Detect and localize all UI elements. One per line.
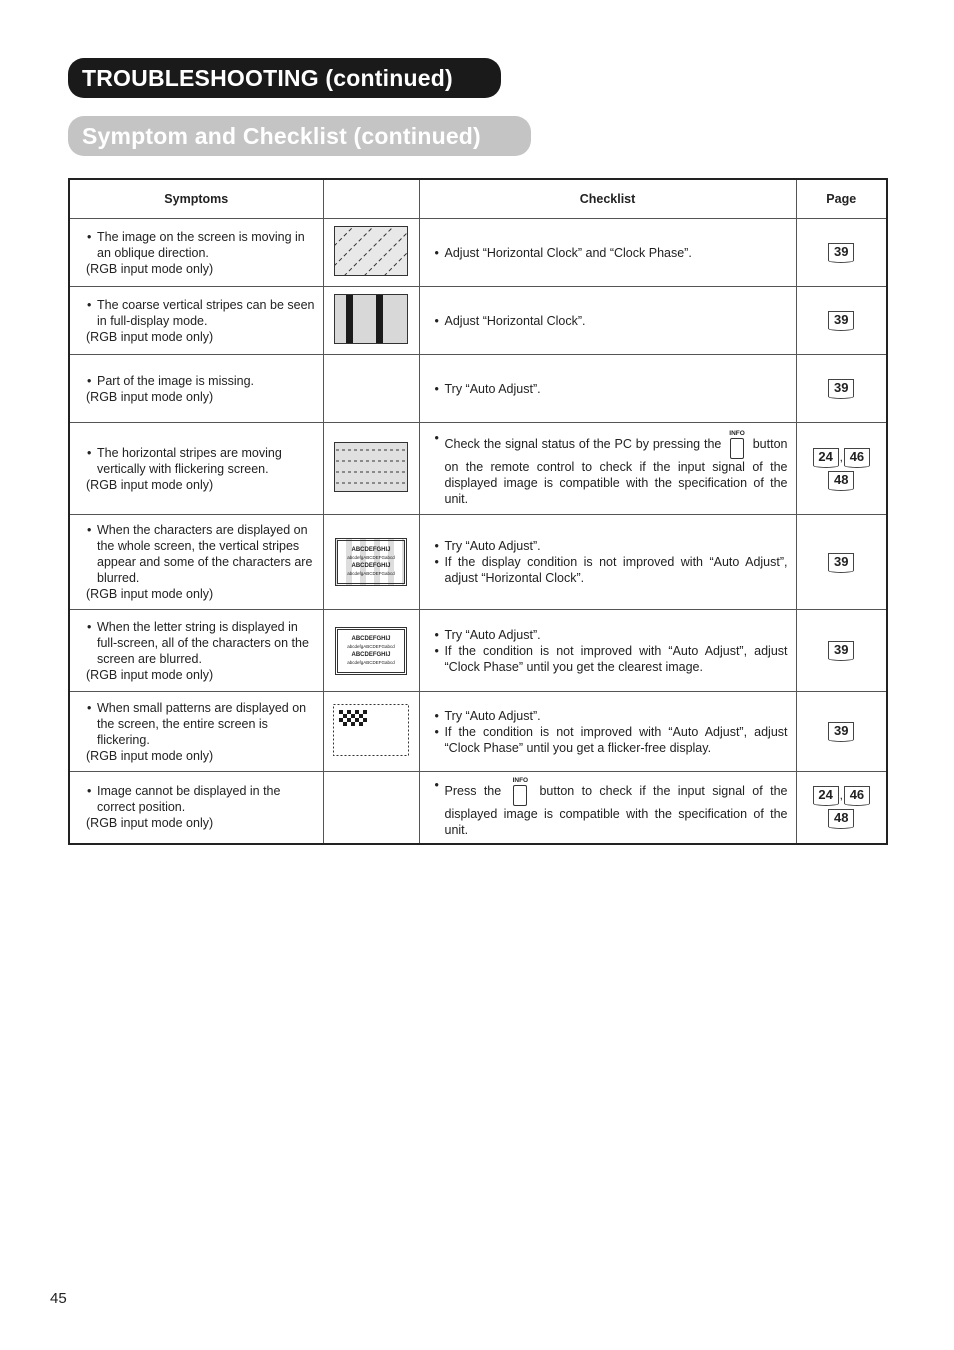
page-reference-icon: 24 (813, 786, 839, 802)
checklist-cell: • Check the signal status of the PC by pressing the INFO button on the remote control to check if the input signal of the displayed image is compatible with the specification of the unit. (419, 423, 796, 515)
page-cell (796, 610, 887, 692)
illustration-cell (323, 772, 419, 844)
page-reference-icon: 39 (828, 553, 854, 569)
blurred-characters-illustration: ABCDEFGHIJ abcdefgABCDEFGabcd ABCDEFGHIJ abcdefgABCDEFGabcd (335, 538, 407, 586)
info-button-icon: INFO (513, 777, 529, 806)
checklist-cell: • Try “Auto Adjust”. • If the display condition is not improved with “Auto Adjust”, adjust “Horizontal Clock”. (419, 515, 796, 610)
table-row (69, 287, 887, 355)
page-number: 45 (50, 1290, 67, 1307)
symptom-cell: • When small patterns are displayed on the screen, the entire screen is flickering. (RGB input mode only) (69, 692, 323, 772)
page-reference-icon: 39 (828, 641, 854, 657)
mode-note: (RGB input mode only) (86, 587, 214, 601)
illustration-header (323, 179, 419, 219)
page-cell (796, 219, 887, 287)
page-cell (796, 515, 887, 610)
oblique-stripes-illustration (334, 226, 408, 276)
table-row (69, 610, 887, 692)
mode-note: (RGB input mode only) (86, 329, 214, 344)
symptoms-header: Symptoms (69, 179, 323, 219)
checklist-cell: • Adjust “Horizontal Clock”. (419, 287, 796, 355)
page-title: TROUBLESHOOTING (continued) (68, 58, 501, 98)
symptom-cell: • The coarse vertical stripes can be seen in full-display mode. (RGB input mode only) (69, 287, 323, 355)
table-row (69, 219, 887, 287)
table-row (69, 515, 887, 610)
mode-note: (RGB input mode only) (86, 667, 214, 682)
checklist-cell: • Press the INFO button to check if the input signal of the displayed image is compatible with the specification of the unit. (419, 772, 796, 844)
horizontal-stripes-illustration (334, 442, 408, 492)
symptom-cell: • When the characters are displayed on the whole screen, the vertical stripes appear and some of the characters are blurred. (RGB input mode only) (69, 515, 323, 610)
page-reference-icon: 24 (813, 448, 839, 464)
symptom-checklist-table (68, 178, 888, 845)
section-title: Symptom and Checklist (continued) (68, 116, 531, 156)
page-reference-icon: 39 (828, 722, 854, 738)
table-header-row (69, 179, 887, 219)
symptom-cell: • Image cannot be displayed in the correct position. (RGB input mode only) (69, 772, 323, 844)
mode-note: (RGB input mode only) (86, 477, 214, 492)
blurred-text-illustration: ABCDEFGHIJ abcdefgABCDEFGabcd ABCDEFGHIJ abcdefgABCDEFGabcd (335, 627, 407, 675)
mode-note: (RGB input mode only) (86, 816, 214, 831)
symptom-cell: • The image on the screen is moving in an oblique direction. (RGB input mode only) (69, 219, 323, 287)
page-cell: 24 , 46 48 (796, 772, 887, 844)
page-reference-icon: 39 (828, 311, 854, 327)
table-row (69, 692, 887, 772)
page-reference-icon: 48 (828, 471, 854, 487)
illustration-cell (323, 692, 419, 772)
checklist-header: Checklist (419, 179, 796, 219)
vertical-stripes-illustration (334, 294, 408, 344)
table-row (69, 423, 887, 515)
checklist-cell: • Try “Auto Adjust”. (419, 355, 796, 423)
table-row (69, 772, 887, 844)
page-cell: 24 , 46 48 (796, 423, 887, 515)
checklist-cell: • Adjust “Horizontal Clock” and “Clock Phase”. (419, 219, 796, 287)
illustration-cell (323, 287, 419, 355)
symptom-cell: • The horizontal stripes are moving vertically with flickering screen. (RGB input mode only) (69, 423, 323, 515)
mode-note: (RGB input mode only) (86, 389, 214, 404)
checklist-cell: • Try “Auto Adjust”. • If the condition is not improved with “Auto Adjust”, adjust “Clock Phase” until you get the clearest image. (419, 610, 796, 692)
page-reference-icon: 48 (828, 809, 854, 825)
page-reference-icon: 46 (844, 786, 870, 802)
page-header: Page (796, 179, 887, 219)
page-reference-icon: 39 (828, 379, 854, 395)
page-reference-icon: 46 (844, 448, 870, 464)
illustration-cell (323, 355, 419, 423)
symptom-cell: • When the letter string is displayed in full-screen, all of the characters on the screen are blurred. (RGB input mode only) (69, 610, 323, 692)
flicker-pattern-illustration (333, 704, 409, 756)
symptom-cell: • Part of the image is missing. (RGB input mode only) (69, 355, 323, 423)
illustration-cell (323, 423, 419, 515)
page-cell (796, 287, 887, 355)
mode-note: (RGB input mode only) (86, 261, 214, 276)
mode-note: (RGB input mode only) (86, 748, 214, 763)
illustration-cell (323, 515, 419, 610)
info-button-icon: INFO (729, 430, 745, 459)
illustration-cell (323, 219, 419, 287)
checklist-cell: • Try “Auto Adjust”. • If the condition is not improved with “Auto Adjust”, adjust “Clock Phase” until you get a flicker-free display. (419, 692, 796, 772)
page-reference-icon: 39 (828, 243, 854, 259)
illustration-cell (323, 610, 419, 692)
page-cell (796, 692, 887, 772)
table-row (69, 355, 887, 423)
page-cell (796, 355, 887, 423)
